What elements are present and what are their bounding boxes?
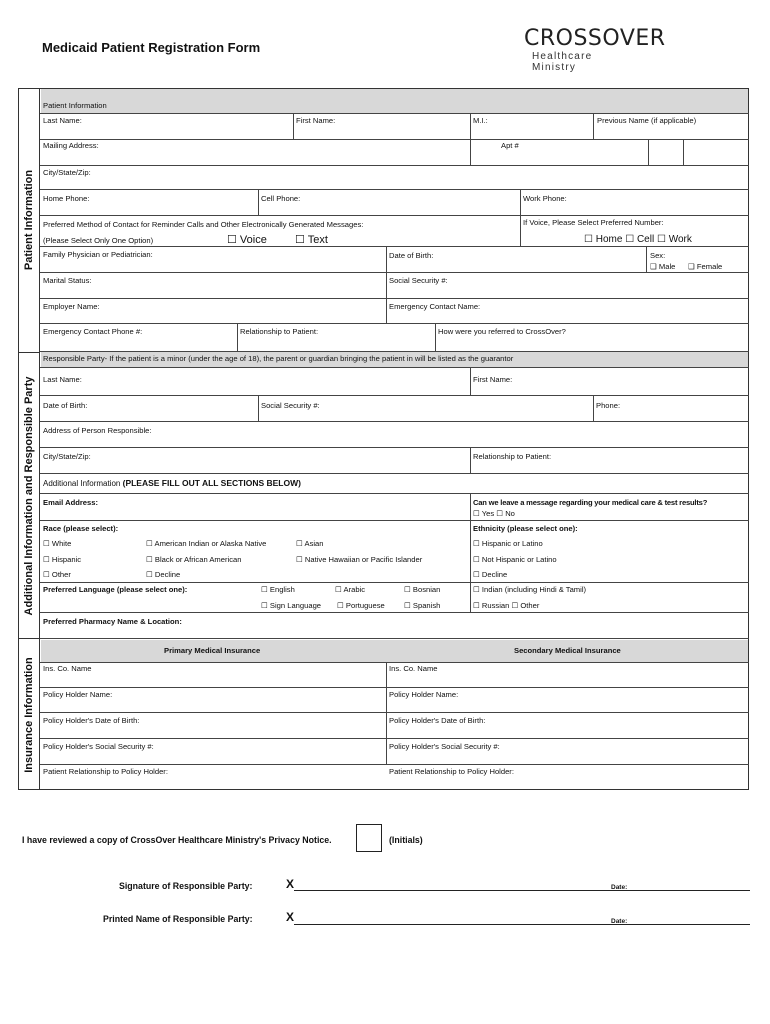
- physician-field[interactable]: Family Physician or Pediatrician:: [43, 250, 153, 259]
- additional-heading-bold: (PLEASE FILL OUT ALL SECTIONS BELOW): [122, 478, 301, 488]
- lang-russian-other[interactable]: ☐ Russian ☐ Other: [473, 601, 540, 610]
- responsible-relationship[interactable]: Relationship to Patient:: [473, 452, 552, 461]
- patient-dob[interactable]: Date of Birth:: [389, 251, 434, 260]
- responsible-city[interactable]: City/State/Zip:: [43, 452, 91, 461]
- side-additional: [18, 352, 40, 638]
- lang-sign[interactable]: ☐ Sign Language: [261, 601, 322, 610]
- race-white[interactable]: ☐ White: [43, 539, 72, 548]
- initials-label: (Initials): [389, 835, 423, 845]
- signature-x: X: [286, 877, 295, 891]
- patient-cell-phone[interactable]: Cell Phone:: [261, 194, 301, 203]
- preferred-number-options[interactable]: ☐ Home ☐ Cell ☐ Work: [584, 234, 692, 245]
- race-black[interactable]: ☐ Black or African American: [146, 555, 242, 564]
- message-yes-no[interactable]: ☐ Yes ☐ No: [473, 509, 515, 518]
- referral-source[interactable]: How were you referred to CrossOver?: [438, 327, 566, 336]
- secondary-holder-dob[interactable]: Policy Holder's Date of Birth:: [389, 716, 486, 725]
- patient-city[interactable]: City/State/Zip:: [43, 168, 91, 177]
- form-title: Medicaid Patient Registration Form: [42, 40, 261, 55]
- primary-relationship[interactable]: Patient Relationship to Policy Holder:: [43, 767, 168, 776]
- secondary-ins-co[interactable]: Ins. Co. Name: [389, 664, 438, 673]
- emergency-relationship[interactable]: Relationship to Patient:: [240, 327, 319, 336]
- printed-name-x: X: [286, 910, 295, 924]
- text-checkbox[interactable]: ☐ Text: [295, 234, 328, 246]
- responsible-ssn[interactable]: Social Security #:: [261, 401, 320, 410]
- signature-date-label: Date:: [611, 884, 628, 891]
- lang-indian[interactable]: ☐ Indian (including Hindi & Tamil): [473, 585, 587, 594]
- patient-mi[interactable]: M.I.:: [473, 116, 488, 125]
- patient-mailing[interactable]: Mailing Address:: [43, 141, 99, 150]
- side-label-patient: Patient Information: [22, 169, 35, 271]
- responsible-phone[interactable]: Phone:: [596, 401, 621, 410]
- primary-holder-name[interactable]: Policy Holder Name:: [43, 690, 113, 699]
- side-label-additional: Additional Information and Responsible Party: [22, 376, 35, 615]
- race-asian[interactable]: ☐ Asian: [296, 539, 324, 548]
- patient-last-name[interactable]: Last Name:: [43, 116, 82, 125]
- signature-line[interactable]: [294, 890, 750, 891]
- employer-name[interactable]: Employer Name:: [43, 302, 100, 311]
- side-insurance: [18, 638, 40, 790]
- secondary-relationship[interactable]: Patient Relationship to Policy Holder:: [389, 767, 514, 776]
- male-checkbox[interactable]: ❑ Male: [650, 262, 676, 271]
- responsible-first-name[interactable]: First Name:: [473, 375, 513, 384]
- primary-holder-ssn[interactable]: Policy Holder's Social Security #:: [43, 742, 154, 751]
- ethnicity-hispanic[interactable]: ☐ Hispanic or Latino: [473, 539, 543, 548]
- race-label: Race (please select):: [43, 524, 119, 533]
- lang-arabic[interactable]: ☐ Arabic: [335, 585, 366, 594]
- lang-spanish[interactable]: ☐ Spanish: [404, 601, 441, 610]
- ethnicity-label: Ethnicity (please select one):: [473, 524, 578, 533]
- sex-label: Sex:: [650, 251, 666, 260]
- select-one-note: (Please Select Only One Option): [43, 236, 154, 245]
- printed-name-label: Printed Name of Responsible Party:: [103, 914, 253, 924]
- primary-insurance-heading: Primary Medical Insurance: [164, 646, 261, 655]
- race-decline[interactable]: ☐ Decline: [146, 570, 181, 579]
- responsible-address[interactable]: Address of Person Responsible:: [43, 426, 152, 435]
- lang-portuguese[interactable]: ☐ Portuguese: [337, 601, 385, 610]
- secondary-holder-ssn[interactable]: Policy Holder's Social Security #:: [389, 742, 500, 751]
- race-american-indian[interactable]: ☐ American Indian or Alaska Native: [146, 539, 267, 548]
- privacy-statement: I have reviewed a copy of CrossOver Healthcare Ministry's Privacy Notice.: [22, 835, 332, 845]
- primary-holder-dob[interactable]: Policy Holder's Date of Birth:: [43, 716, 140, 725]
- marital-status[interactable]: Marital Status:: [43, 276, 92, 285]
- primary-ins-co[interactable]: Ins. Co. Name: [43, 664, 92, 673]
- signature-label: Signature of Responsible Party:: [119, 881, 253, 891]
- contact-method-label: Preferred Method of Contact for Reminder Calls and Other Electronically Generated Messages:: [43, 220, 364, 229]
- emergency-contact-name[interactable]: Emergency Contact Name:: [389, 302, 481, 311]
- race-hispanic[interactable]: ☐ Hispanic: [43, 555, 82, 564]
- additional-heading: [43, 478, 301, 488]
- lang-english[interactable]: ☐ English: [261, 585, 295, 594]
- patient-heading: Patient Information: [43, 101, 107, 110]
- additional-heading-plain: Additional Information: [43, 479, 123, 488]
- patient-home-phone[interactable]: Home Phone:: [43, 194, 90, 203]
- lang-bosnian[interactable]: ☐ Bosnian: [404, 585, 441, 594]
- responsible-dob[interactable]: Date of Birth:: [43, 401, 88, 410]
- female-checkbox[interactable]: ❑ Female: [688, 262, 723, 271]
- language-label: Preferred Language (please select one):: [43, 585, 188, 594]
- patient-work-phone[interactable]: Work Phone:: [523, 194, 567, 203]
- form-frame: [18, 88, 749, 790]
- ethnicity-not-hispanic[interactable]: ☐ Not Hispanic or Latino: [473, 555, 557, 564]
- pharmacy-field[interactable]: Preferred Pharmacy Name & Location:: [43, 617, 182, 626]
- secondary-insurance-heading: Secondary Medical Insurance: [514, 646, 621, 655]
- logo-subtitle: Healthcare Ministry: [532, 51, 593, 73]
- printed-date-label: Date:: [611, 918, 628, 925]
- printed-name-line[interactable]: [294, 924, 750, 925]
- voice-number-label: If Voice, Please Select Preferred Number:: [523, 218, 664, 227]
- responsible-last-name[interactable]: Last Name:: [43, 375, 82, 384]
- ethnicity-decline[interactable]: ☐ Decline: [473, 570, 508, 579]
- patient-first-name[interactable]: First Name:: [296, 116, 336, 125]
- message-question: Can we leave a message regarding your medical care & test results?: [473, 498, 708, 507]
- secondary-holder-name[interactable]: Policy Holder Name:: [389, 690, 459, 699]
- patient-previous-name[interactable]: Previous Name (if applicable): [597, 116, 697, 125]
- logo-wordmark: CROSSOVER: [524, 26, 666, 51]
- email-field[interactable]: Email Address:: [43, 498, 99, 507]
- responsible-heading: Responsible Party- If the patient is a minor (under the age of 18), the parent or guardian bringing the patient in will be listed as the guarantor: [43, 354, 514, 363]
- side-label-insurance: Insurance Information: [22, 656, 35, 773]
- side-patient: [18, 88, 40, 352]
- emergency-contact-phone[interactable]: Emergency Contact Phone #:: [43, 327, 143, 336]
- race-hawaiian[interactable]: ☐ Native Hawaiian or Pacific Islander: [296, 555, 423, 564]
- race-other[interactable]: ☐ Other: [43, 570, 71, 579]
- voice-checkbox[interactable]: ☐ Voice: [227, 234, 267, 246]
- patient-apt[interactable]: Apt #: [501, 141, 519, 150]
- patient-ssn[interactable]: Social Security #:: [389, 276, 448, 285]
- initials-box[interactable]: [356, 824, 382, 852]
